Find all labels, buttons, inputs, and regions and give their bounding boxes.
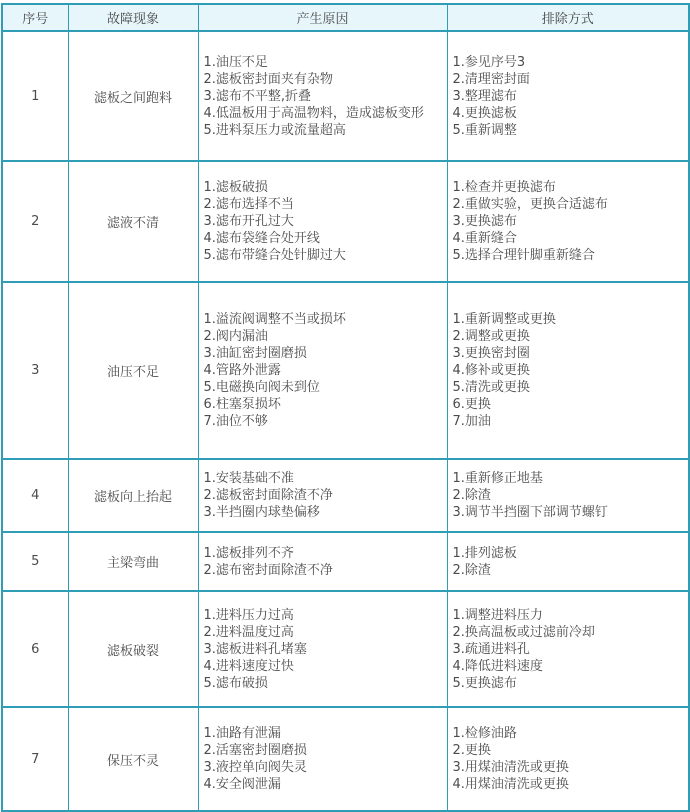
solution-item: 1.检修油路	[452, 726, 517, 741]
table-row	[2, 282, 689, 459]
solution-item: 2.更换	[452, 743, 491, 758]
solution-item: 4.修补或更换	[452, 363, 530, 378]
solution-item: 1.重新修正地基	[452, 471, 543, 486]
table-row	[2, 707, 689, 811]
causes-list	[199, 179, 447, 264]
row-number-cell: 2	[2, 161, 68, 282]
solution-item: 3.更换滤布	[452, 214, 517, 229]
solution-item: 3.疏通进料孔	[452, 641, 530, 657]
solution-item: 4.重新缝合	[452, 231, 517, 246]
cause-item: 1.油压不足	[203, 54, 268, 70]
cause-item: 3.液控单向阀失灵	[203, 760, 307, 775]
cause-item: 2.滤板密封面夹有杂物	[203, 71, 333, 87]
solution-item: 4.降低进料速度	[452, 658, 543, 674]
solution-item: 5.重新调整	[452, 122, 517, 138]
causes-cell	[198, 282, 447, 459]
fault-troubleshooting-table	[1, 3, 690, 812]
causes-cell	[198, 161, 447, 282]
solution-item: 5.清洗或更换	[452, 380, 530, 395]
row-number-cell: 4	[2, 459, 68, 532]
solution-item: 1.调整进料压力	[452, 607, 543, 623]
row-number-cell: 3	[2, 282, 68, 459]
table-row	[2, 459, 689, 532]
solution-item: 1.检查并更换滤布	[452, 180, 556, 195]
table-row	[2, 532, 689, 591]
fault-name-cell: 滤板之间跑料	[68, 31, 198, 161]
cause-item: 3.滤板进料孔堵塞	[203, 641, 307, 657]
causes-cell	[198, 31, 447, 161]
causes-list	[199, 470, 447, 521]
solution-item: 2.重做实验，更换合适滤布	[452, 197, 608, 212]
cause-item: 2.阀内漏油	[203, 329, 268, 344]
solution-item: 4.用煤油清洗或更换	[452, 777, 569, 792]
cause-item: 6.柱塞泵损坏	[203, 397, 281, 412]
solutions-cell	[447, 459, 689, 532]
cause-item: 2.进料温度过高	[203, 624, 294, 640]
cause-item: 2.滤板密封面除渣不净	[203, 488, 333, 503]
causes-list	[199, 545, 447, 579]
solutions-list	[448, 179, 689, 264]
cause-item: 1.溢流阀调整不当或损坏	[203, 312, 346, 327]
causes-list	[199, 311, 447, 430]
cause-item: 2.滤布密封面除渣不净	[203, 562, 333, 578]
cause-item: 1.进料压力过高	[203, 607, 294, 623]
fault-name-cell: 油压不足	[68, 282, 198, 459]
fault-name-cell: 保压不灵	[68, 707, 198, 811]
table-row	[2, 591, 689, 707]
cause-item: 2.活塞密封圈磨损	[203, 743, 307, 758]
solutions-cell	[447, 31, 689, 161]
row-number-cell: 7	[2, 707, 68, 811]
solution-item: 2.换高温板或过滤前冷却	[452, 624, 595, 640]
cause-item: 4.进料速度过快	[203, 658, 294, 674]
cause-item: 3.滤布开孔过大	[203, 214, 294, 229]
solution-item: 3.用煤油清洗或更换	[452, 760, 569, 775]
causes-list	[199, 607, 447, 692]
cause-item: 4.低温板用于高温物料，造成滤板变形	[203, 105, 424, 121]
row-number-cell: 1	[2, 31, 68, 161]
cause-item: 3.半挡圈内球垫偏移	[203, 505, 320, 520]
cause-item: 4.安全阀泄漏	[203, 777, 281, 792]
header-cell-number: 序号	[2, 4, 68, 31]
solutions-cell	[447, 532, 689, 591]
fault-name-cell: 滤板向上抬起	[68, 459, 198, 532]
cause-item: 5.电磁换向阀未到位	[203, 380, 320, 395]
solution-item: 5.选择合理针脚重新缝合	[452, 248, 595, 263]
solution-item: 2.调整或更换	[452, 329, 530, 344]
fault-name-cell: 主梁弯曲	[68, 532, 198, 591]
solution-item: 7.加油	[452, 414, 491, 429]
cause-item: 1.安装基础不准	[203, 471, 294, 486]
solution-item: 2.除渣	[452, 562, 491, 578]
table-row	[2, 31, 689, 161]
cause-item: 1.油路有泄漏	[203, 726, 281, 741]
solution-item: 4.更换滤板	[452, 105, 517, 121]
row-number-cell: 5	[2, 532, 68, 591]
cause-item: 4.滤布袋缝合处开线	[203, 231, 320, 246]
cause-item: 7.油位不够	[203, 414, 268, 429]
header-cell-fault: 故障现象	[68, 4, 198, 31]
solution-item: 6.更换	[452, 397, 491, 412]
table-body	[2, 31, 689, 811]
fault-name-cell: 滤液不清	[68, 161, 198, 282]
solutions-cell	[447, 161, 689, 282]
causes-cell	[198, 591, 447, 707]
solution-item: 3.整理滤布	[452, 88, 517, 104]
cause-item: 2.滤布选择不当	[203, 197, 294, 212]
solution-item: 2.清理密封面	[452, 71, 530, 87]
causes-cell	[198, 459, 447, 532]
solution-item: 1.重新调整或更换	[452, 312, 556, 327]
cause-item: 3.油缸密封圈磨损	[203, 346, 307, 361]
solutions-cell	[447, 707, 689, 811]
solution-item: 3.调节半挡圈下部调节螺钉	[452, 505, 608, 520]
solutions-list	[448, 725, 689, 793]
cause-item: 5.进料泵压力或流量超高	[203, 122, 346, 138]
cause-item: 4.管路外泄露	[203, 363, 281, 378]
solution-item: 1.参见序号3	[452, 54, 526, 70]
cause-item: 1.滤板破损	[203, 180, 268, 195]
solutions-cell	[447, 282, 689, 459]
solutions-cell	[447, 591, 689, 707]
fault-name-cell: 滤板破裂	[68, 591, 198, 707]
solution-item: 3.更换密封圈	[452, 346, 530, 361]
solution-item: 1.排列滤板	[452, 545, 517, 561]
header-cell-cause: 产生原因	[198, 4, 447, 31]
solutions-list	[448, 607, 689, 692]
cause-item: 5.滤布破损	[203, 675, 268, 691]
solutions-list	[448, 470, 689, 521]
solutions-list	[448, 54, 689, 139]
causes-list	[199, 54, 447, 139]
cause-item: 3.滤布不平整,折叠	[203, 88, 312, 104]
solution-item: 2.除渣	[452, 488, 491, 503]
solutions-list	[448, 545, 689, 579]
table-row	[2, 161, 689, 282]
solutions-list	[448, 311, 689, 430]
solution-item: 5.更换滤布	[452, 675, 517, 691]
causes-cell	[198, 532, 447, 591]
cause-item: 5.滤布带缝合处针脚过大	[203, 248, 346, 263]
row-number-cell: 6	[2, 591, 68, 707]
header-cell-solution: 排除方式	[447, 4, 689, 31]
table-header-row	[2, 4, 689, 31]
cause-item: 1.滤板排列不齐	[203, 545, 294, 561]
causes-cell	[198, 707, 447, 811]
causes-list	[199, 725, 447, 793]
